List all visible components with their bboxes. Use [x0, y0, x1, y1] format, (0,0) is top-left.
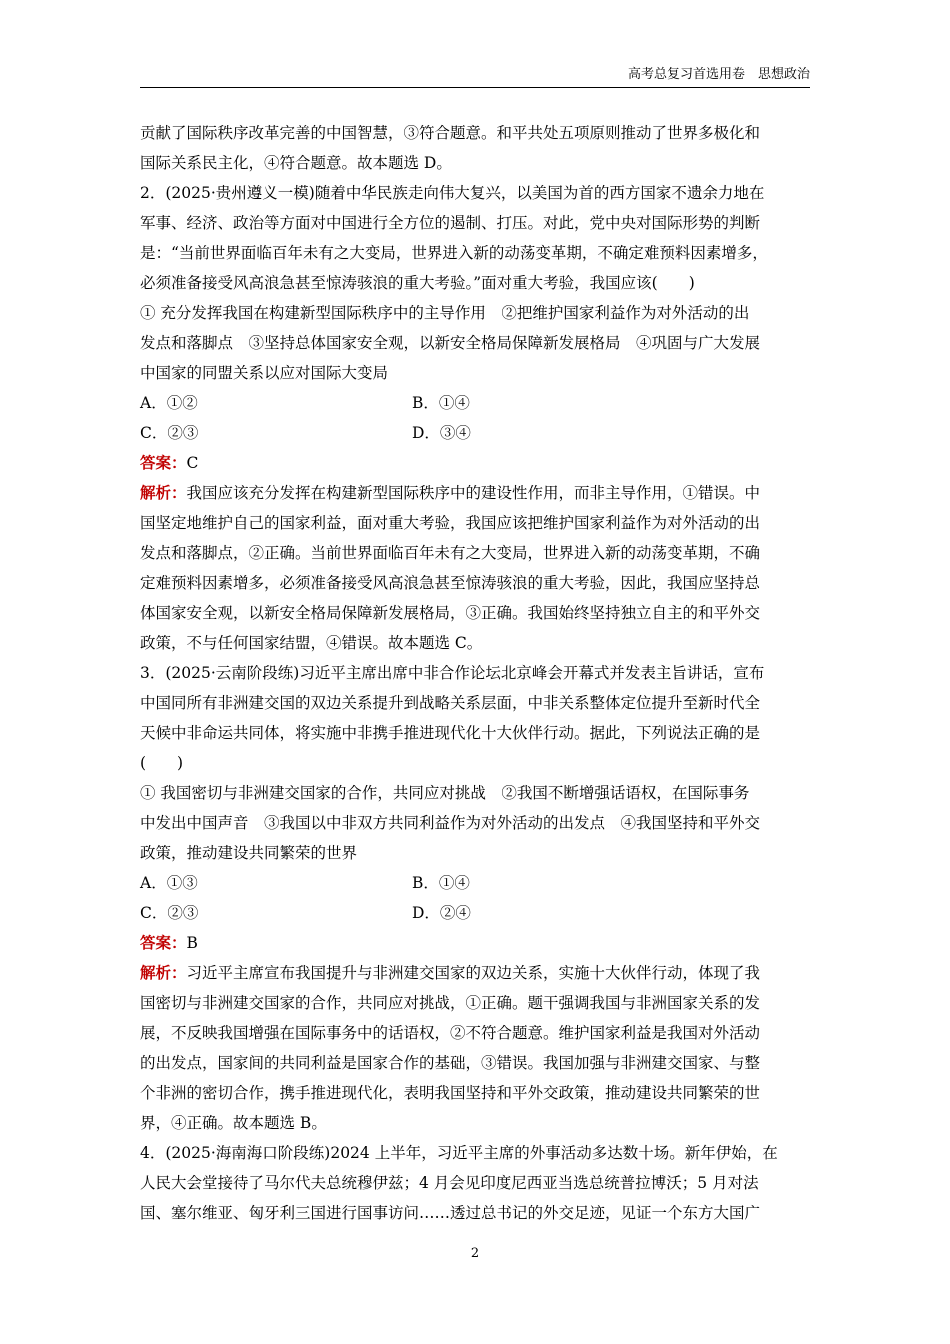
analysis-label: 解析：: [140, 483, 187, 502]
answer-value: B: [186, 934, 198, 952]
analysis-line: 发点和落脚点，②正确。当前世界面临百年未有之大变局，世界进入新的动荡变革期，不确: [140, 544, 761, 562]
analysis-line: 国坚定地维护自己的国家利益，面对重大考验，我国应该把维护国家利益作为对外活动的出: [140, 514, 761, 532]
option-d: D．③④: [412, 424, 471, 442]
question-stem-line: 3．(2025·云南阶段练)习近平主席出席中非合作论坛北京峰会开幕式并发表主旨讲话，宣布: [140, 664, 765, 682]
text-line: 国际关系民主化，④符合题意。故本题选 D。: [140, 154, 452, 172]
statement-line: 政策，推动建设共同繁荣的世界: [140, 844, 358, 862]
question-stem-line: 2．(2025·贵州遵义一模)随着中华民族走向伟大复兴，以美国为首的西方国家不遗余力地在: [140, 184, 765, 202]
option-c: C．②③: [140, 424, 199, 442]
analysis-line: 界，④正确。故本题选 B。: [140, 1114, 327, 1132]
question-stem-line: 天候中非命运共同体，将实施中非携手推进现代化十大伙伴行动。据此，下列说法正确的是: [140, 724, 761, 742]
option-d: D．②④: [412, 904, 471, 922]
statement-line: 发点和落脚点 ③坚持总体国家安全观，以新安全格局保障新发展格局 ④巩固与广大发展: [140, 334, 761, 352]
option-c: C．②③: [140, 904, 199, 922]
statement-line: 中国家的同盟关系以应对国际大变局: [140, 364, 389, 382]
analysis-text: 我国应该充分发挥在构建新型国际秩序中的建设性作用，而非主导作用，①错误。中: [186, 484, 761, 502]
question-stem-line: 是：“当前世界面临百年未有之大变局，世界进入新的动荡变革期，不确定难预料因素增多，: [140, 244, 768, 262]
analysis-line: 政策，不与任何国家结盟，④错误。故本题选 C。: [140, 634, 483, 652]
option-a: A．①③: [140, 874, 198, 892]
analysis-text: 习近平主席宣布我国提升与非洲建交国家的双边关系，实施十大伙伴行动，体现了我: [186, 964, 761, 982]
statement-line: 中发出中国声音 ③我国以中非双方共同利益作为对外活动的出发点 ④我国坚持和平外交: [140, 814, 761, 832]
question-stem-line: 4．(2025·海南海口阶段练)2024 上半年，习近平主席的外事活动多达数十场。新年伊始，在: [140, 1144, 778, 1162]
option-b: B．①④: [412, 874, 470, 892]
question-stem-line: 军事、经济、政治等方面对中国进行全方位的遏制、打压。对此，党中央对国际形势的判断: [140, 214, 761, 232]
question-3: [140, 658, 820, 1138]
question-stem-line: 国、塞尔维亚、匈牙利三国进行国事访问……透过总书记的外交足迹，见证一个东方大国广: [140, 1204, 761, 1222]
analysis-line: [140, 958, 820, 988]
analysis-line: 个非洲的密切合作，携手推进现代化，表明我国坚持和平外交政策，推动建设共同繁荣的世: [140, 1084, 761, 1102]
analysis-line: 的出发点，国家间的共同利益是国家合作的基础，③错误。我国加强与非洲建交国家、与整: [140, 1054, 761, 1072]
analysis-line: 体国家安全观，以新安全格局保障新发展格局，③正确。我国始终坚持独立自主的和平外交: [140, 604, 761, 622]
statement-line: ① 我国密切与非洲建交国家的合作，共同应对挑战 ②我国不断增强话语权，在国际事务: [140, 784, 750, 802]
header-title: 高考总复习首选用卷 思想政治: [627, 67, 810, 82]
page-content: [140, 118, 820, 1228]
analysis-label: 解析：: [140, 963, 187, 982]
analysis-line: 定难预料因素增多，必须准备接受风高浪急甚至惊涛骇浪的重大考验，因此，我国应坚持总: [140, 574, 761, 592]
options-row: [140, 868, 820, 898]
option-b: B．①④: [412, 394, 470, 412]
page-number: 2: [470, 1246, 480, 1261]
analysis-line: 国密切与非洲建交国家的合作，共同应对挑战，①正确。题干强调我国与非洲国家关系的发: [140, 994, 761, 1012]
answer-label: 答案：: [140, 933, 187, 952]
question-stem-line: 中国同所有非洲建交国的双边关系提升到战略关系层面，中非关系整体定位提升至新时代全: [140, 694, 761, 712]
answer-line: [140, 928, 820, 958]
answer-label: 答案：: [140, 453, 187, 472]
answer-value: C: [186, 454, 199, 472]
question-stem-line: 人民大会堂接待了马尔代夫总统穆伊兹；4 月会见印度尼西亚当选总统普拉博沃；5 月对法: [140, 1174, 759, 1192]
question-4: [140, 1138, 820, 1228]
text-line: 贡献了国际秩序改革完善的中国智慧，③符合题意。和平共处五项原则推动了世界多极化和: [140, 124, 761, 142]
question-2: [140, 178, 820, 658]
options-row: [140, 898, 820, 928]
answer-line: [140, 448, 820, 478]
statement-line: ① 充分发挥我国在构建新型国际秩序中的主导作用 ②把维护国家利益作为对外活动的出: [140, 304, 750, 322]
question-stem-line: 必须准备接受风高浪急甚至惊涛骇浪的重大考验。”面对重大考验，我国应该( ): [140, 274, 695, 292]
options-row: [140, 418, 820, 448]
analysis-line: 展，不反映我国增强在国际事务中的话语权，②不符合题意。维护国家利益是我国对外活动: [140, 1024, 761, 1042]
running-header: [140, 66, 810, 88]
question-stem-line: ( ): [140, 754, 184, 772]
previous-analysis-continuation: [140, 118, 820, 178]
options-row: [140, 388, 820, 418]
analysis-line: [140, 478, 820, 508]
option-a: A．①②: [140, 394, 198, 412]
